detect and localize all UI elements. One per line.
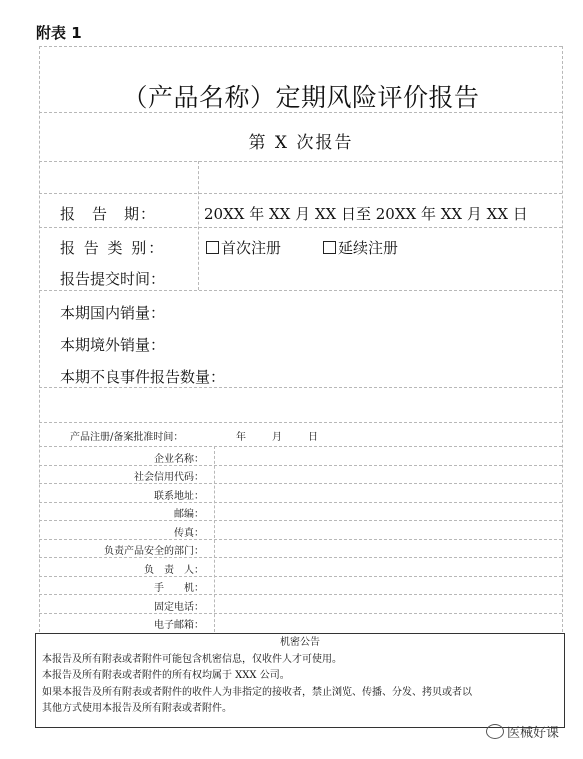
postcode-label: 邮编：: [174, 509, 204, 520]
safety-department-label: 负责产品安全的部门：: [104, 546, 204, 557]
adverse-events-label: 本期不良事件报告数量：: [60, 368, 226, 386]
report-subtitle: 第 X 次报告: [248, 133, 354, 153]
notice-line: 本报告及所有附表或者附件可能包含机密信息，仅收件人才可使用。: [42, 653, 342, 665]
approval-time-day: 日: [308, 432, 318, 443]
overseas-sales-label: 本期境外销量：: [60, 336, 166, 354]
report-title: （产品名称）定期风险评价报告: [122, 83, 480, 112]
email-label: 电子邮箱：: [154, 620, 204, 631]
watermark: [486, 722, 559, 741]
submit-time-label: 报告提交时间：: [60, 270, 166, 288]
report-type-label: 报 告 类 别：: [60, 239, 166, 257]
credit-code-label: 社会信用代码：: [134, 472, 204, 483]
fax-label: 传真：: [174, 528, 204, 539]
renewal-registration-label: 延续注册: [338, 239, 399, 257]
renewal-registration-option[interactable]: [323, 237, 398, 258]
watermark-text: 医械好课: [507, 726, 560, 741]
approval-time-month: 月: [272, 432, 282, 443]
wechat-icon: [486, 724, 504, 739]
header-label: 附表 1: [36, 24, 82, 42]
phone-label: 固定电话：: [154, 602, 204, 613]
first-registration-option[interactable]: [206, 237, 281, 258]
notice-line: 本报告及所有附表或者附件的所有权均属于 XXX 公司。: [42, 670, 290, 681]
responsible-person-label: 负 责 人：: [144, 565, 204, 576]
first-registration-label: 首次注册: [221, 239, 282, 257]
confidential-notice: [35, 633, 565, 728]
checkbox-icon[interactable]: [323, 241, 336, 254]
period-value[interactable]: 20XX 年 XX 月 XX 日至 20XX 年 XX 月 XX 日: [204, 205, 528, 223]
period-label: 报 告 期：: [60, 205, 157, 223]
approval-time-year: 年: [236, 432, 246, 443]
approval-time-label: 产品注册/备案批准时间：: [70, 432, 184, 443]
notice-title: 机密公告: [280, 637, 320, 648]
checkbox-icon[interactable]: [206, 241, 219, 254]
company-name-label: 企业名称：: [154, 454, 204, 465]
address-label: 联系地址：: [154, 491, 204, 502]
mobile-label: 手 机：: [154, 583, 204, 594]
notice-line: 如果本报告及所有附表或者附件的收件人为非指定的接收者，禁止浏览、传播、分发、拷贝或者以: [42, 686, 472, 698]
domestic-sales-label: 本期国内销量：: [60, 304, 166, 322]
notice-line: 其他方式使用本报告及所有附表或者附件。: [42, 703, 232, 714]
